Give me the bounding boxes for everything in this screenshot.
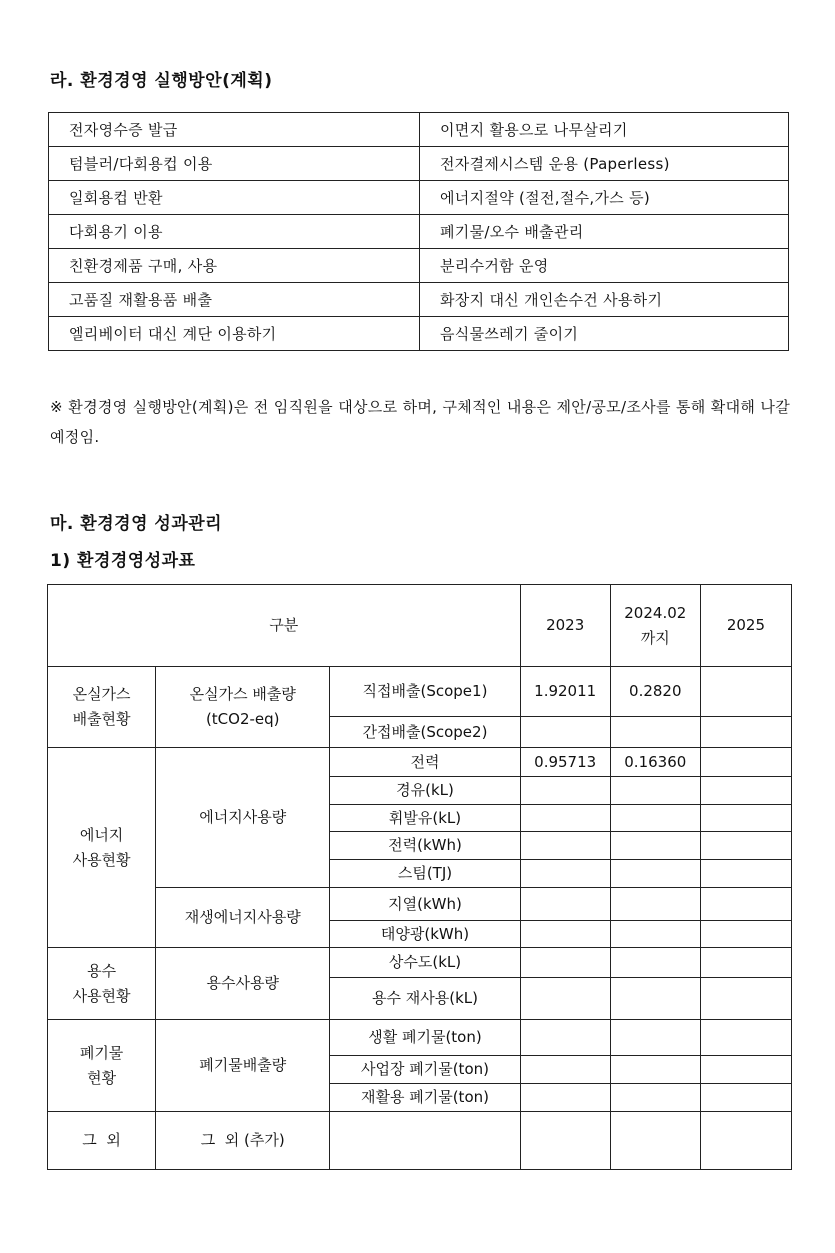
action-item-right: 분리수거함 운영 — [420, 249, 789, 283]
action-item-right: 에너지절약 (절전,절수,가스 등) — [420, 181, 789, 215]
value-2024 — [610, 921, 700, 948]
value-2024: 0.2820 — [610, 667, 700, 717]
item-label: 생활 폐기물(ton) — [330, 1020, 520, 1056]
action-row — [49, 317, 789, 351]
action-item-right: 전자결제시스템 운용 (Paperless) — [420, 147, 789, 181]
value-2023 — [520, 1020, 610, 1056]
table-row — [48, 948, 792, 978]
value-2024 — [610, 978, 700, 1020]
value-2024 — [610, 948, 700, 978]
action-item-left: 친환경제품 구매, 사용 — [49, 249, 420, 283]
action-row — [49, 215, 789, 249]
item-label: 간접배출(Scope2) — [330, 717, 520, 748]
value-2024 — [610, 805, 700, 832]
cat-water-line1: 용수 — [87, 961, 117, 980]
cat-waste-line2: 현황 — [87, 1068, 117, 1087]
action-item-right: 이면지 활용으로 나무살리기 — [420, 113, 789, 147]
item-label — [330, 1112, 520, 1170]
cat-energy-line2: 사용현황 — [72, 850, 131, 869]
value-2023 — [520, 832, 610, 860]
sub-waste: 폐기물배출량 — [156, 1020, 330, 1112]
action-plan-table — [48, 112, 789, 351]
value-2023 — [520, 948, 610, 978]
cat-water — [48, 948, 156, 1020]
section-subheading: 1) 환경경영성과표 — [50, 551, 196, 571]
value-2025 — [700, 1112, 791, 1170]
value-2024 — [610, 860, 700, 888]
value-2023 — [520, 1112, 610, 1170]
table-row — [48, 748, 792, 777]
value-2025 — [700, 1056, 791, 1084]
value-2025 — [700, 777, 791, 805]
action-item-right: 폐기물/오수 배출관리 — [420, 215, 789, 249]
value-2024 — [610, 1020, 700, 1056]
action-item-right: 화장지 대신 개인손수건 사용하기 — [420, 283, 789, 317]
cat-ghg-line2: 배출현황 — [72, 710, 131, 728]
value-2024 — [610, 1112, 700, 1170]
sub-ghg-line1: 온실가스 배출량 — [189, 685, 296, 703]
action-item-left: 텀블러/다회용컵 이용 — [49, 147, 420, 181]
value-2023: 1.92011 — [520, 667, 610, 717]
action-row — [49, 249, 789, 283]
value-2025 — [700, 860, 791, 888]
value-2025 — [700, 921, 791, 948]
action-item-left: 다회용기 이용 — [49, 215, 420, 249]
item-label: 전력(kWh) — [330, 832, 520, 860]
action-row — [49, 283, 789, 317]
value-2023 — [520, 805, 610, 832]
table-row — [48, 1112, 792, 1170]
action-item-left: 일회용컵 반환 — [49, 181, 420, 215]
sub-other: 그 외 (추가) — [156, 1112, 330, 1170]
value-2023 — [520, 860, 610, 888]
value-2025 — [700, 1084, 791, 1112]
item-label: 직접배출(Scope1) — [330, 667, 520, 717]
item-label: 스팀(TJ) — [330, 860, 520, 888]
value-2023 — [520, 978, 610, 1020]
sub-ghg — [156, 667, 330, 748]
value-2025 — [700, 832, 791, 860]
section-heading-ma: 마. 환경경영 성과관리 — [50, 514, 223, 534]
value-2023 — [520, 921, 610, 948]
action-item-left: 전자영수증 발급 — [49, 113, 420, 147]
section-heading-ra: 라. 환경경영 실행방안(계획) — [50, 71, 273, 91]
sub-ghg-line2: (tCO2-eq) — [205, 710, 280, 728]
item-label: 경유(kL) — [330, 777, 520, 805]
performance-table — [47, 584, 792, 1170]
value-2024 — [610, 1056, 700, 1084]
value-2024 — [610, 832, 700, 860]
header-2023: 2023 — [520, 585, 610, 667]
value-2025 — [700, 948, 791, 978]
action-plan-note: ※ 환경경영 실행방안(계획)은 전 임직원을 대상으로 하며, 구체적인 내용은 제안/공모/조사를 통해 확대해 나갈 예정임. — [50, 398, 790, 446]
action-row — [49, 147, 789, 181]
cat-ghg-line1: 온실가스 — [72, 685, 131, 703]
action-item-right: 음식물쓰레기 줄이기 — [420, 317, 789, 351]
action-item-left: 고품질 재활용품 배출 — [49, 283, 420, 317]
table-row — [48, 888, 792, 921]
item-label: 사업장 폐기물(ton) — [330, 1056, 520, 1084]
header-2025: 2025 — [700, 585, 791, 667]
value-2024 — [610, 1084, 700, 1112]
cat-energy — [48, 748, 156, 948]
value-2025 — [700, 888, 791, 921]
header-category: 구분 — [48, 585, 521, 667]
value-2023 — [520, 717, 610, 748]
value-2025 — [700, 667, 791, 717]
value-2024 — [610, 717, 700, 748]
value-2025 — [700, 1020, 791, 1056]
value-2023: 0.95713 — [520, 748, 610, 777]
table-row — [48, 667, 792, 717]
item-label: 상수도(kL) — [330, 948, 520, 978]
value-2025 — [700, 717, 791, 748]
action-row — [49, 113, 789, 147]
cat-waste — [48, 1020, 156, 1112]
item-label: 용수 재사용(kL) — [330, 978, 520, 1020]
value-2023 — [520, 888, 610, 921]
value-2024 — [610, 888, 700, 921]
value-2023 — [520, 777, 610, 805]
sub-renewable: 재생에너지사용량 — [156, 888, 330, 948]
action-row — [49, 181, 789, 215]
header-2024-line2: 까지 — [640, 628, 670, 647]
sub-energy: 에너지사용량 — [156, 748, 330, 888]
value-2023 — [520, 1084, 610, 1112]
cat-water-line2: 사용현황 — [72, 986, 131, 1005]
header-2024-line1: 2024.02 — [624, 603, 687, 622]
item-label: 휘발유(kL) — [330, 805, 520, 832]
sub-water: 용수사용량 — [156, 948, 330, 1020]
header-2024 — [610, 585, 700, 667]
header-row — [48, 585, 792, 667]
value-2024: 0.16360 — [610, 748, 700, 777]
cat-energy-line1: 에너지 — [79, 825, 124, 844]
item-label: 지열(kWh) — [330, 888, 520, 921]
action-plan-body — [49, 113, 789, 351]
cat-ghg — [48, 667, 156, 748]
item-label: 재활용 폐기물(ton) — [330, 1084, 520, 1112]
value-2025 — [700, 748, 791, 777]
table-row — [48, 1020, 792, 1056]
cat-waste-line1: 폐기물 — [79, 1043, 124, 1062]
item-label: 전력 — [330, 748, 520, 777]
action-item-left: 엘리베이터 대신 계단 이용하기 — [49, 317, 420, 351]
value-2024 — [610, 777, 700, 805]
value-2023 — [520, 1056, 610, 1084]
item-label: 태양광(kWh) — [330, 921, 520, 948]
value-2025 — [700, 805, 791, 832]
value-2025 — [700, 978, 791, 1020]
cat-other: 그 외 — [48, 1112, 156, 1170]
